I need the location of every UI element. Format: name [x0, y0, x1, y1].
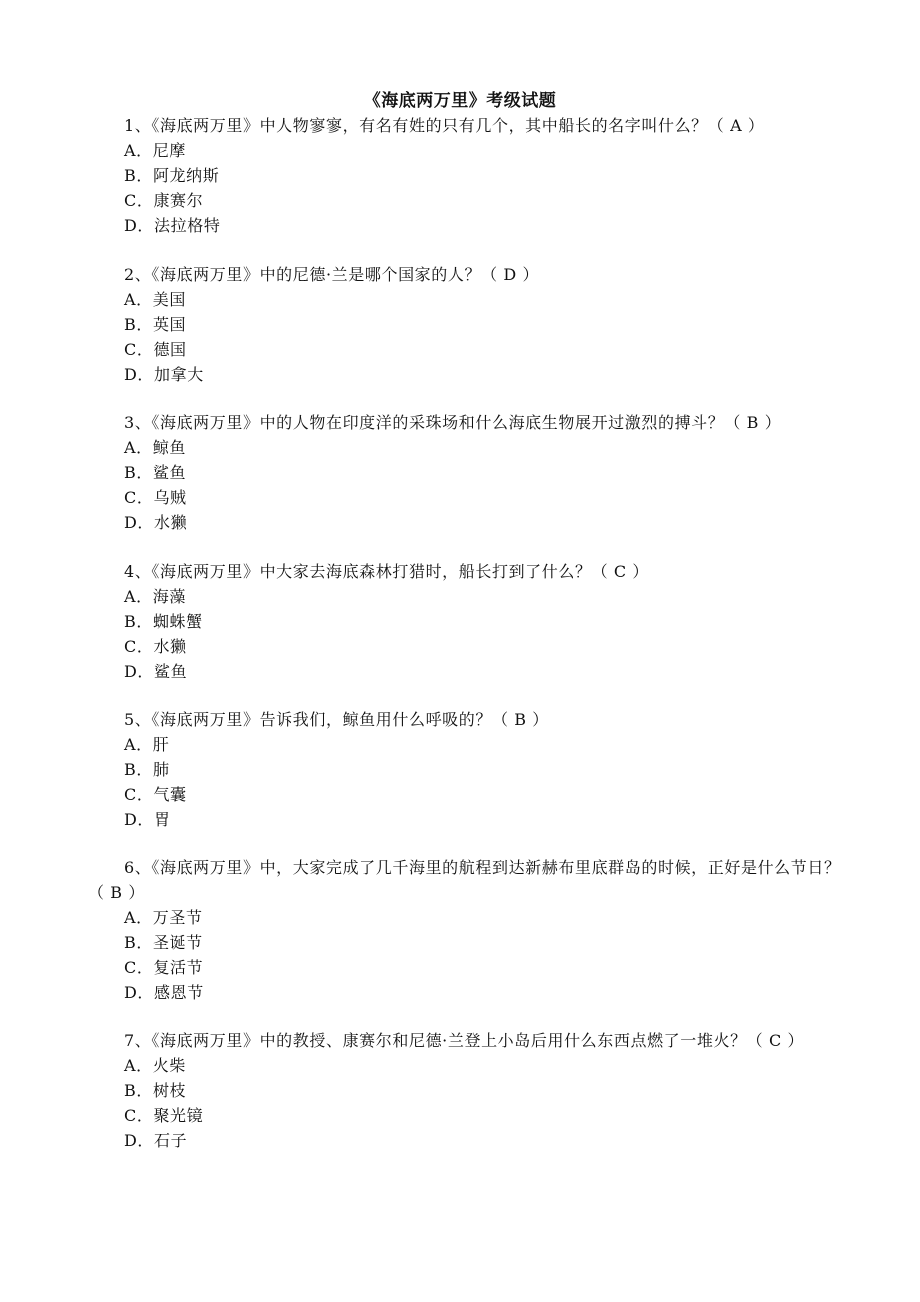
option-c: C．水獭: [124, 637, 187, 656]
option-c: C．康赛尔: [124, 191, 204, 210]
question-text: 7、《海底两万里》中的教授、康赛尔和尼德·兰登上小岛后用什么东西点燃了一堆火？（ C ）: [124, 1031, 805, 1050]
question-text: 2、《海底两万里》中的尼德·兰是哪个国家的人？（ D ）: [124, 265, 540, 284]
question-3: [88, 410, 848, 535]
option-d: D．鲨鱼: [124, 662, 188, 681]
question-text: 4、《海底两万里》中大家去海底森林打猎时，船长打到了什么？（ C ）: [124, 562, 649, 581]
option-d: D．胃: [124, 810, 171, 829]
option-d: D．法拉格特: [124, 216, 221, 235]
option-c: C．复活节: [124, 958, 204, 977]
question-2: [88, 262, 848, 387]
option-a: A．海藻: [124, 587, 186, 606]
option-a: A．万圣节: [124, 908, 203, 927]
option-a: A．肝: [124, 735, 170, 754]
option-d: D．水獭: [124, 513, 188, 532]
option-b: B．蜘蛛蟹: [124, 612, 203, 631]
question-6: [88, 855, 848, 1005]
option-a: A．鲸鱼: [124, 438, 186, 457]
option-a: A．尼摩: [124, 141, 186, 160]
option-b: B．肺: [124, 760, 170, 779]
option-a: A．火柴: [124, 1056, 186, 1075]
option-d: D．石子: [124, 1131, 188, 1150]
option-b: B．圣诞节: [124, 933, 203, 952]
option-a: A．美国: [124, 290, 186, 309]
option-d: D．加拿大: [124, 365, 204, 384]
option-b: B．鲨鱼: [124, 463, 187, 482]
question-text: 5、《海底两万里》告诉我们，鲸鱼用什么呼吸的？（ B ）: [124, 710, 549, 729]
question-text: 1、《海底两万里》中人物寥寥，有名有姓的只有几个，其中船长的名字叫什么？（ A ）: [124, 116, 765, 135]
option-d: D．感恩节: [124, 983, 204, 1002]
document-title: 《海底两万里》考级试题: [363, 91, 557, 111]
question-1: [88, 113, 848, 238]
question-text: 3、《海底两万里》中的人物在印度洋的采珠场和什么海底生物展开过激烈的搏斗？（ B ）: [124, 413, 782, 432]
option-b: B．阿龙纳斯: [124, 166, 220, 185]
option-b: B．英国: [124, 315, 187, 334]
question-7: [88, 1028, 848, 1153]
option-c: C．气囊: [124, 785, 187, 804]
question-5: [88, 707, 848, 832]
option-c: C．德国: [124, 340, 187, 359]
option-c: C．乌贼: [124, 488, 187, 507]
question-text: 6、《海底两万里》中，大家完成了几千海里的航程到达新赫布里底群岛的时候，正好是什么节日？（ B ）: [88, 858, 841, 902]
option-b: B．树枝: [124, 1081, 187, 1100]
question-4: [88, 559, 848, 684]
option-c: C．聚光镜: [124, 1106, 204, 1125]
